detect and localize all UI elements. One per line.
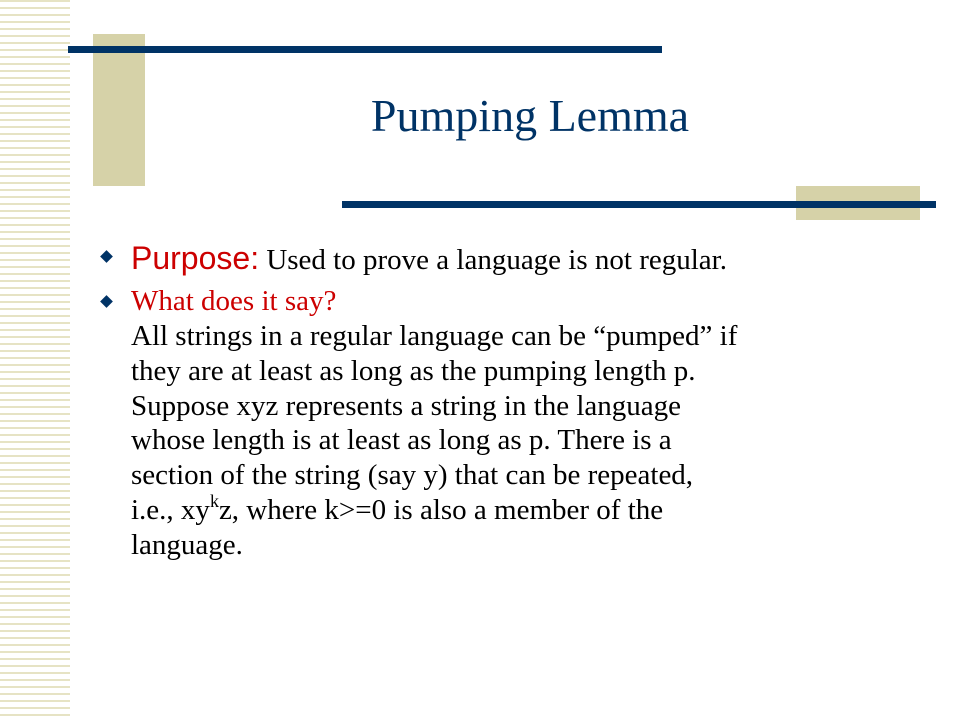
bullet-purpose	[100, 238, 900, 278]
bullet-text-purpose: Used to prove a language is not regular.	[266, 244, 727, 276]
bullet-text-line: language.	[131, 528, 243, 561]
bullet-what-does-it-say	[100, 284, 900, 562]
bullet-list	[100, 238, 900, 563]
diamond-bullet-icon	[100, 250, 113, 263]
formula-prefix: i.e., xy	[131, 494, 210, 527]
bullet-text-line: whose length is at least as long as p. There is a	[131, 424, 672, 457]
bullet-text-line: Suppose xyz represents a string in the language	[131, 389, 682, 422]
decorative-stripes	[0, 0, 70, 720]
bullet-text-line: section of the string (say y) that can be repeated,	[131, 459, 694, 492]
bullet-label-question: What does it say?	[131, 285, 337, 318]
bullet-text-line: they are at least as long as the pumping length p.	[131, 354, 696, 387]
formula-suffix: z, where k>=0 is also a member of the	[218, 494, 664, 527]
diamond-bullet-icon	[100, 295, 113, 308]
bullet-text-line-formula	[131, 493, 900, 528]
slide-title: Pumping Lemma	[370, 90, 690, 141]
decorative-line-bottom	[342, 201, 936, 208]
formula-exponent: k	[209, 491, 219, 512]
bullet-text-line: All strings in a regular language can be “pumped” if	[131, 320, 738, 353]
decorative-line-top	[68, 46, 662, 53]
decorative-bar-top-left	[93, 34, 145, 186]
bullet-label-purpose: Purpose:	[131, 240, 260, 276]
